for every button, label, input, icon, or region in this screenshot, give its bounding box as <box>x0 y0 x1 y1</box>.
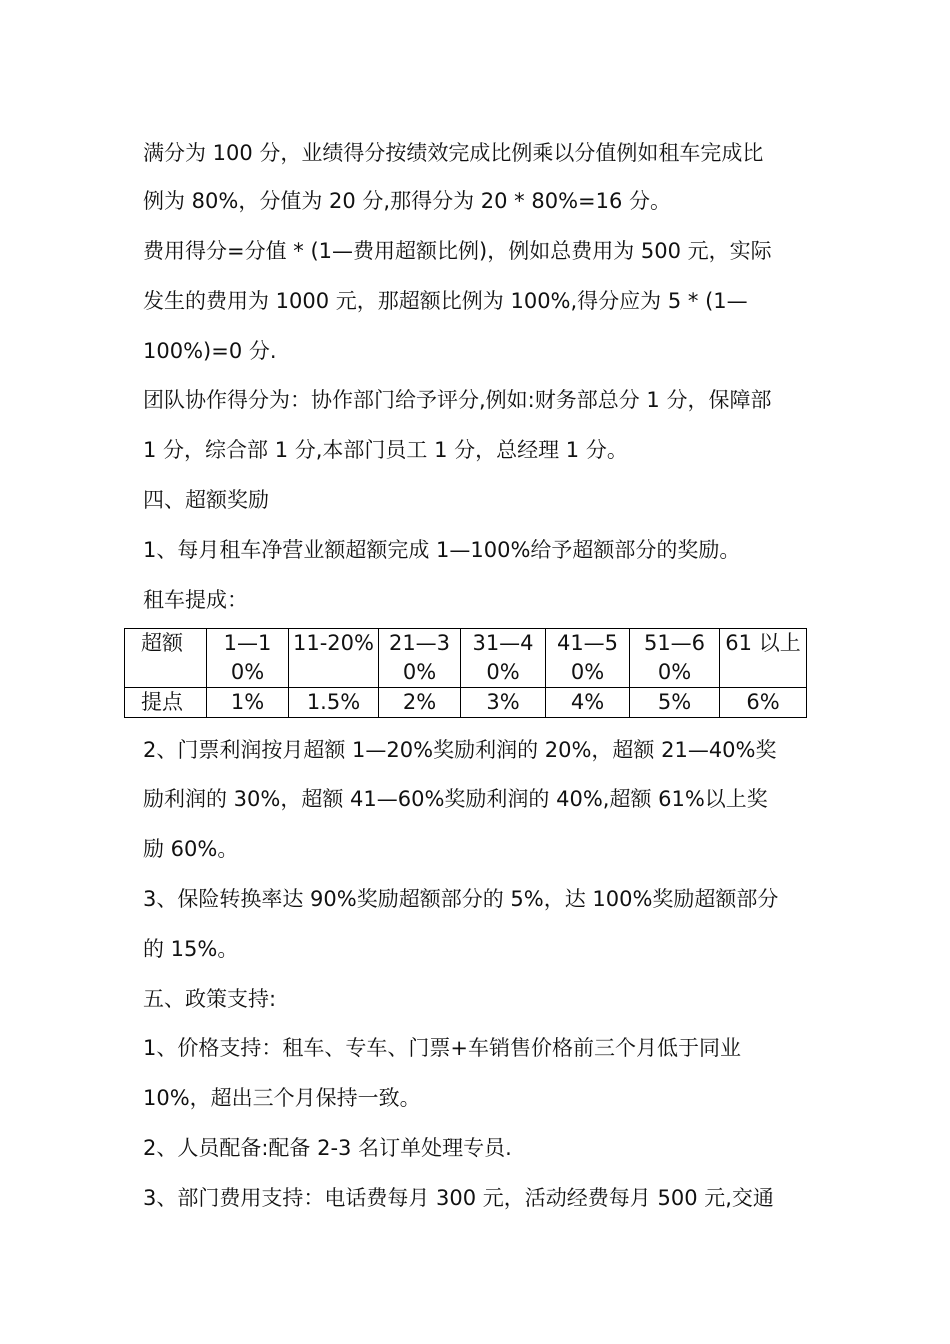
table-cell: 3% <box>461 688 546 718</box>
table-cell: 2% <box>379 688 461 718</box>
paragraph-line: 10%，超出三个月保持一致。 <box>143 1086 421 1110</box>
section-heading: 五、政策支持: <box>143 987 277 1011</box>
paragraph-line: 团队协作得分为：协作部门给予评分,例如:财务部总分 1 分，保障部 <box>143 388 772 412</box>
paragraph-line: 3、保险转换率达 90%奖励超额部分的 5%，达 100%奖励超额部分 <box>143 887 779 911</box>
commission-table <box>124 628 807 718</box>
paragraph-line: 1 分，综合部 1 分,本部门员工 1 分，总经理 1 分。 <box>143 438 628 462</box>
table-cell: 1.5% <box>289 688 379 718</box>
paragraph-line: 2、人员配备:配备 2-3 名订单处理专员. <box>143 1136 512 1160</box>
paragraph-line: 1、价格支持：租车、专车、门票+车销售价格前三个月低于同业 <box>143 1036 741 1060</box>
table-cell: 1% <box>207 688 289 718</box>
table-cell: 21—30% <box>379 629 461 688</box>
paragraph-line: 励 60%。 <box>143 837 239 861</box>
table-cell: 51—60% <box>630 629 720 688</box>
paragraph-line: 例为 80%，分值为 20 分,那得分为 20 * 80%=16 分。 <box>143 189 672 213</box>
paragraph-line: 1、每月租车净营业额超额完成 1—100%给予超额部分的奖励。 <box>143 538 741 562</box>
table-cell: 11-20% <box>289 629 379 688</box>
paragraph-line: 满分为 100 分，业绩得分按绩效完成比例乘以分值例如租车完成比 <box>143 141 764 165</box>
paragraph-line: 励利润的 30%，超额 41—60%奖励利润的 40%,超额 61%以上奖 <box>143 787 768 811</box>
paragraph-line: 2、门票利润按月超额 1—20%奖励利润的 20%，超额 21—40%奖 <box>143 738 777 762</box>
paragraph-line: 100%)=0 分. <box>143 339 277 363</box>
paragraph-line: 的 15%。 <box>143 937 239 961</box>
paragraph-line: 租车提成： <box>143 588 248 612</box>
table-cell: 5% <box>630 688 720 718</box>
table-cell: 61 以上 <box>720 629 807 688</box>
table-row-header: 超额 <box>125 629 207 688</box>
table-cell: 6% <box>720 688 807 718</box>
table-cell: 41—50% <box>546 629 630 688</box>
paragraph-line: 3、部门费用支持：电话费每月 300 元，活动经费每月 500 元,交通 <box>143 1186 774 1210</box>
table-cell: 31—40% <box>461 629 546 688</box>
paragraph-line: 发生的费用为 1000 元，那超额比例为 100%,得分应为 5 * (1— <box>143 289 748 313</box>
table-cell: 1—10% <box>207 629 289 688</box>
section-heading: 四、超额奖励 <box>143 488 269 512</box>
table-row-header: 提点 <box>125 688 207 718</box>
table-row <box>125 629 807 688</box>
paragraph-line: 费用得分=分值 * (1—费用超额比例)，例如总费用为 500 元，实际 <box>143 239 772 263</box>
table-row <box>125 688 807 718</box>
table-cell: 4% <box>546 688 630 718</box>
